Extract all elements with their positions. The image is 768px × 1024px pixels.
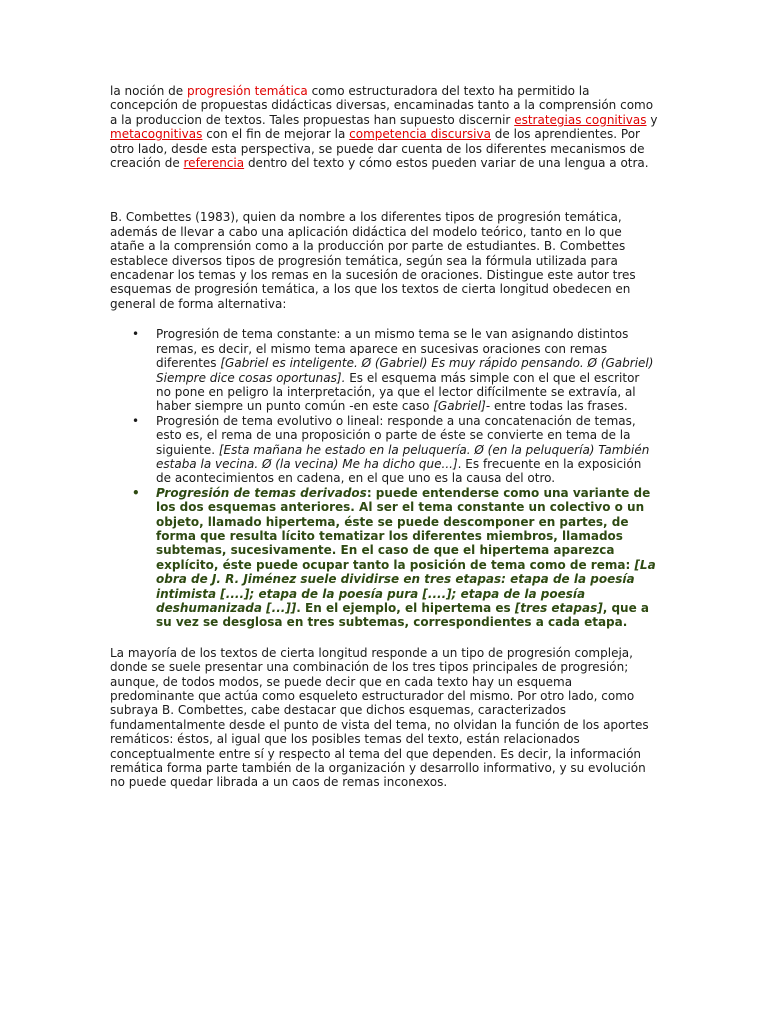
text-span: Es el esquema más simple con el que el escritor no pone en peligro la interpretación, ya que el lector difícilmente se extravía, al haber siempre un punto común -en este caso (156, 370, 640, 414)
link-progresion-tematica[interactable]: progresión temática (186, 84, 308, 98)
list-item-temas-derivados (132, 485, 658, 630)
conclusion-paragraph: La mayoría de los textos de cierta longitud responde a un tipo de progresión compleja, donde se suele presentar una combinación de los tres tipos principales de progresión; aunque, de todos modos, se puede decir que en cada texto hay un esquema predominante que actúa como esqueleto estructurador del mismo. Por otro lado, como subraya B. Combettes, cabe destacar que dichos esquemas, caracterizados fundamentalmente desde el punto de vista del tema, no olvidan la función de los aportes remáticos: éstos, al igual que los posibles temas del texto, están relacionados conceptualmente entre sí y respecto al tema del que dependen. Es decir, la información remática forma parte también de la organización y desarrollo informativo, y su evolución no puede quedar librada a un caos de remas inconexos. (110, 645, 649, 790)
intro-paragraph (110, 84, 658, 170)
link-estrategias-cognitivas[interactable]: estrategias cognitivas (514, 112, 647, 127)
document-body (110, 84, 658, 790)
example-text: [tres etapas] (514, 601, 603, 615)
link-referencia[interactable]: referencia (183, 156, 245, 171)
bullet-icon: • (132, 485, 140, 500)
text-span: . En el ejemplo, el hipertema es (296, 601, 515, 615)
bullet-icon: • (132, 413, 140, 428)
text-span: dentro del texto y cómo estos pueden variar de una lengua a otra. (244, 156, 649, 171)
text-span: . Es frecuente en la exposición de acontecimientos en cadena, en el que uno es la causa del otro. (156, 456, 642, 486)
list-item-tema-constante (132, 327, 658, 414)
example-text: [Gabriel] (433, 399, 486, 414)
text-span: de los aprendientes. Por otro lado, desde esta perspectiva, se puede dar cuenta de los diferentes mecanismos de creación de (110, 127, 645, 171)
bullet-icon: • (132, 327, 140, 342)
term-text: Progresión de temas derivados (156, 485, 367, 500)
example-text: [Esta mañana he estado en la peluquería. Ø (en la peluquería) También estaba la vecina. Ø (la vecina) Me ha dicho que...] (156, 442, 650, 471)
text-span: Progresión de tema evolutivo o lineal: responde a una concatenación de temas, esto es, el rema de una proposición o parte de éste se convierte en tema de la siguiente. (156, 413, 636, 457)
text-span: , que a su vez se desglosa en tres subtemas, correspondientes a cada etapa. (156, 601, 649, 630)
example-text: [Gabriel es inteligente. Ø (Gabriel) Es muy rápido pensando. Ø (Gabriel) Siempre dice cosas oportunas]. (156, 356, 654, 385)
text-span: como estructuradora del texto ha permitido la concepción de propuestas didácticas diversas, encaminadas tanto a la comprensión como a la produccion de textos. Tales propuestas han supuesto discernir (110, 84, 654, 127)
text-span: y (646, 112, 658, 127)
text-span: - entre todas las frases. (485, 399, 628, 414)
example-text: [La obra de J. R. Jiménez suele dividirse en tres etapas: etapa de la poesía intimista [....]; etapa de la poesía pura [....]; etapa de la poesía deshumanizada [...]] (156, 557, 656, 615)
text-span: la noción de (110, 84, 187, 98)
combettes-paragraph: B. Combettes (1983), quien da nombre a los diferentes tipos de progresión temática, además de llevar a cabo una aplicación didáctica del modelo teórico, tanto en lo que atañe a la comprensión como a la producción por parte de estudiantes. B. Combettes establece diversos tipos de progresión temática, según sea la fórmula utilizada para encadenar los temas y los remas en la sucesión de oraciones. Distingue este autor tres esquemas de progresión temática, a los que los textos de cierta longitud obedecen en general de forma alternativa: (110, 210, 636, 311)
text-span: : puede entenderse como una variante de los dos esquemas anteriores. Al ser el tema constante un colectivo o un objeto, llamado hipertema, éste se puede descomponer en partes, de forma que resulta lícito tematizar los diferentes miembros, llamados subtemas, sucesivamente. En el caso de que el hipertema aparezca explícito, éste puede ocupar tanto la posición de tema como de rema: (156, 485, 651, 572)
link-metacognitivas[interactable]: metacognitivas (110, 127, 203, 142)
text-span: Progresión de tema constante: a un mismo tema se le van asignando distintos remas, es decir, el mismo tema aparece en sucesivas oraciones con remas diferentes (156, 327, 629, 371)
text-span: con el fin de mejorar la (202, 127, 350, 142)
link-competencia-discursiva[interactable]: competencia discursiva (349, 127, 491, 142)
progression-types-list (110, 327, 658, 630)
list-item-tema-evolutivo (132, 413, 658, 486)
